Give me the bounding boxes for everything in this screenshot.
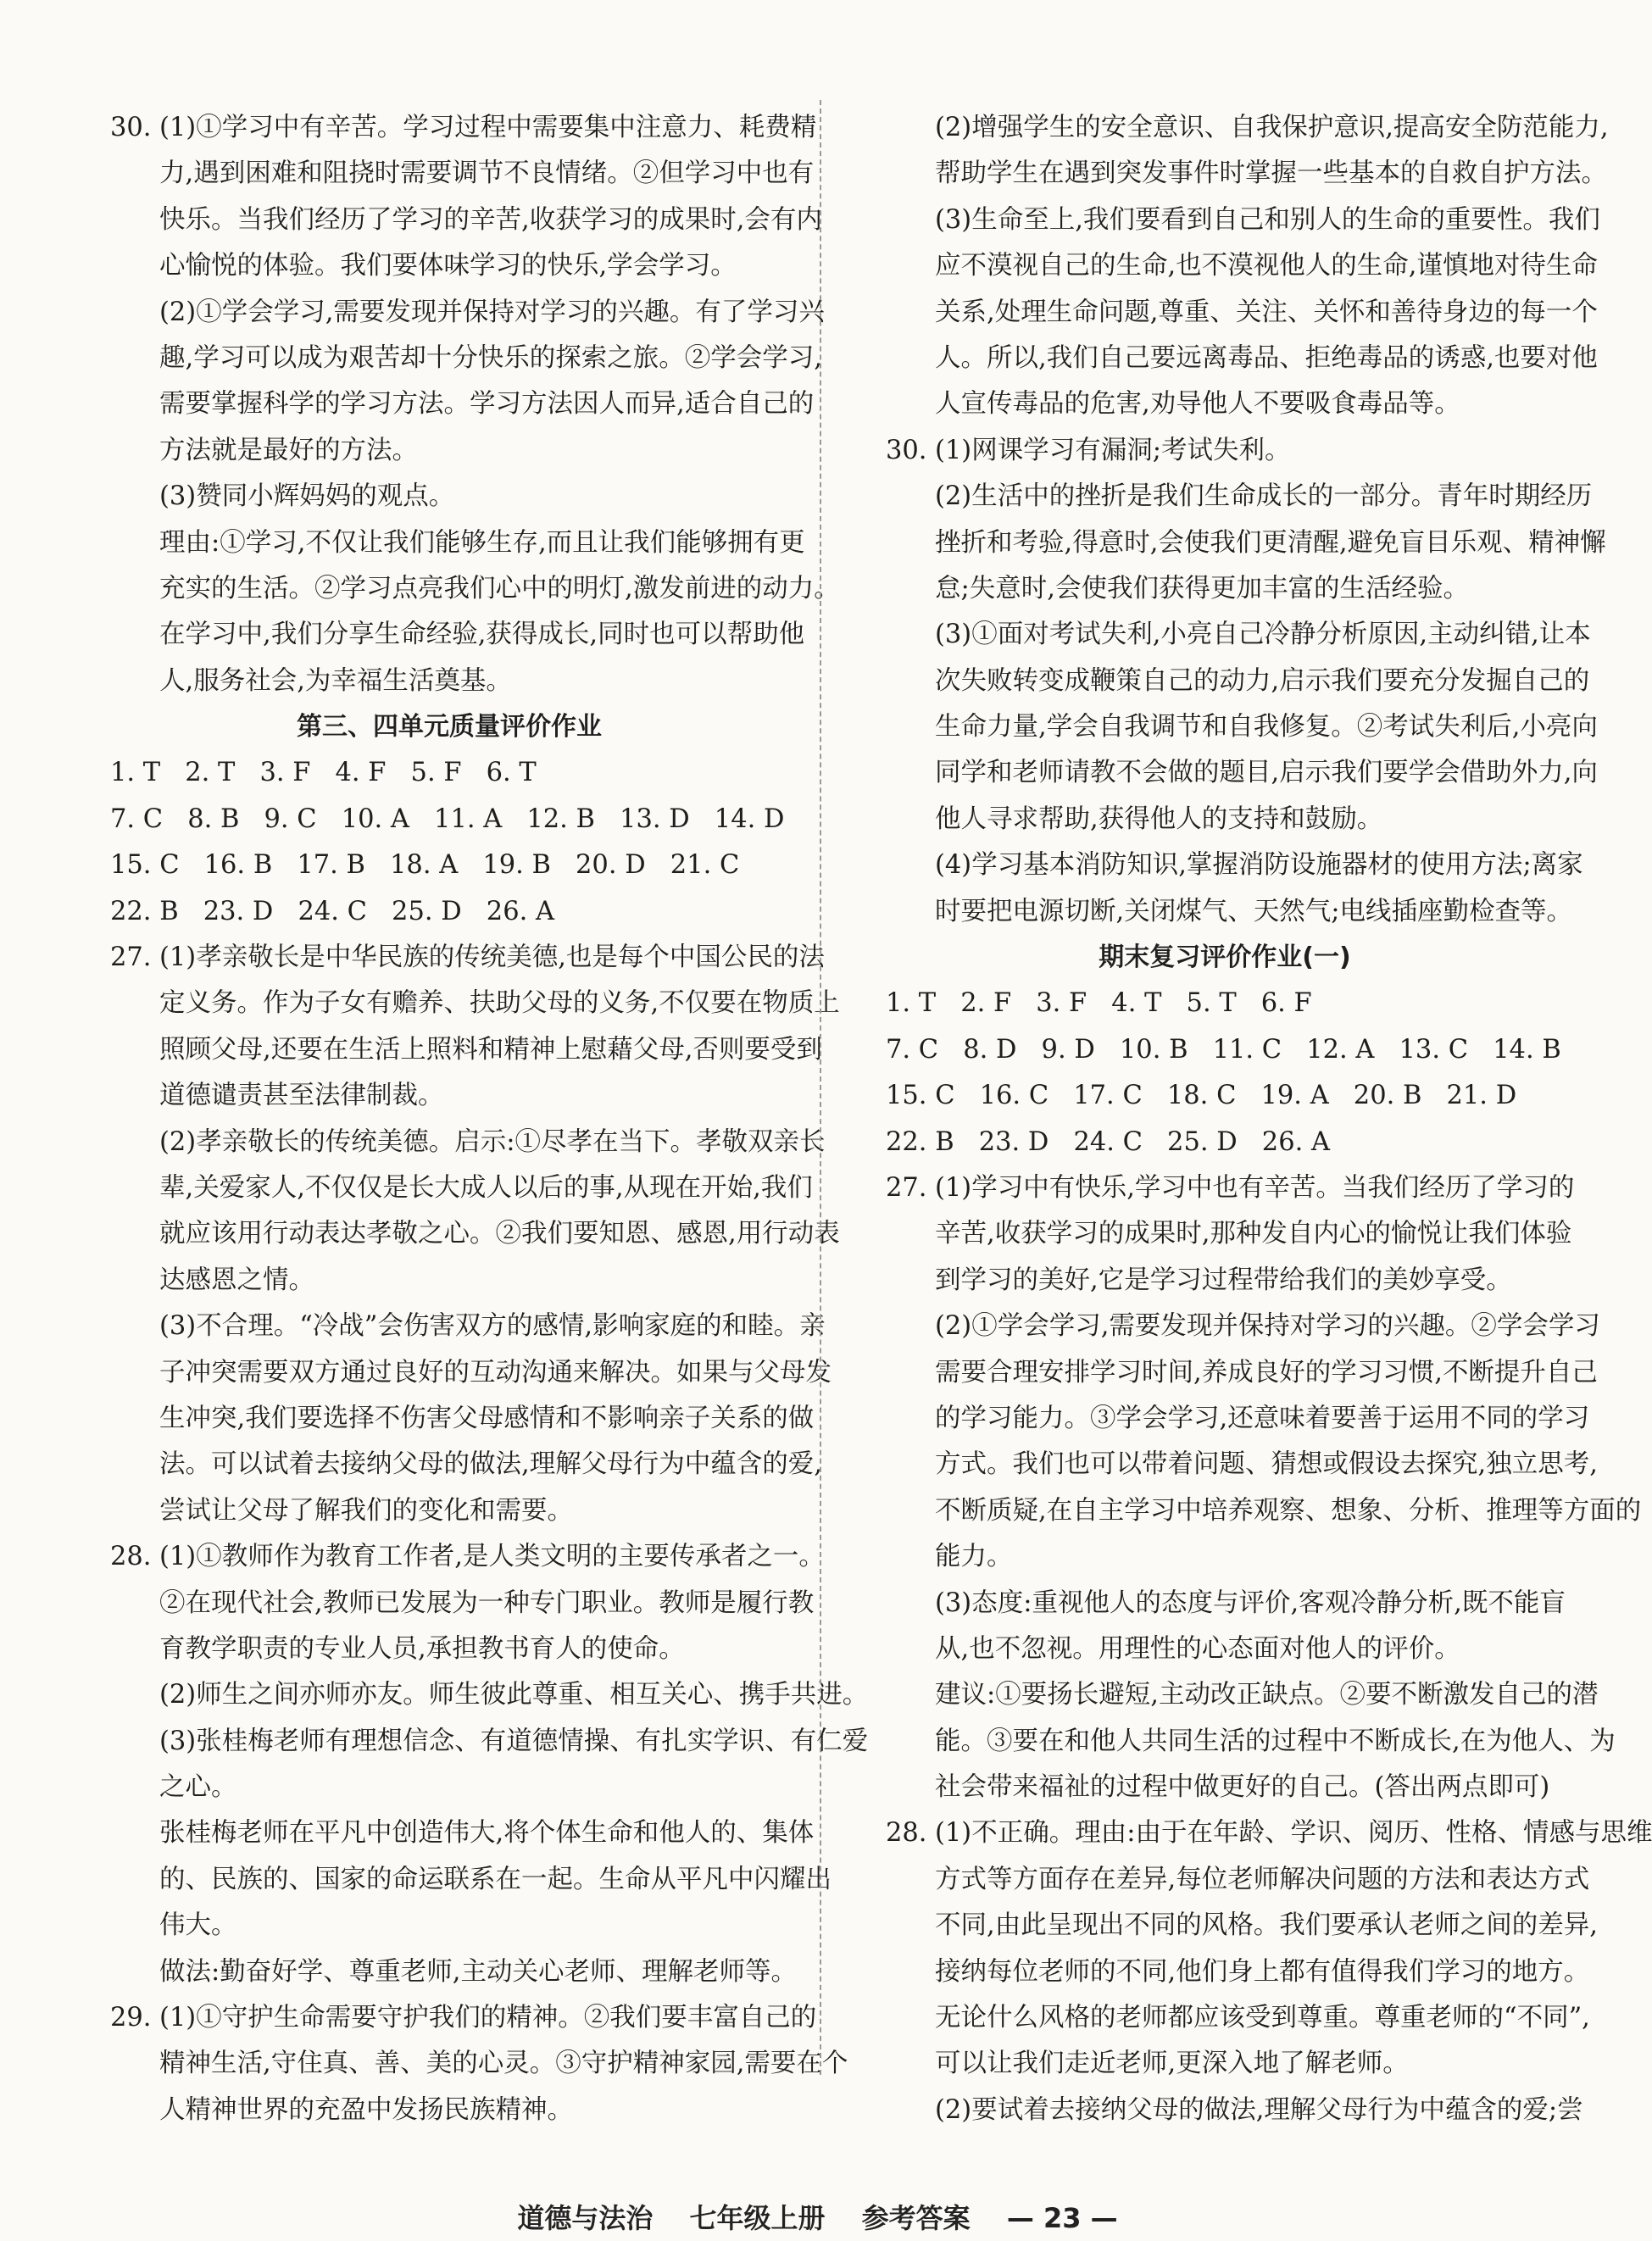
answer-line: 就应该用行动表达孝敬之心。②我们要知恩、感恩,用行动表 [159, 1219, 840, 1249]
answer-line: (2)生活中的挫折是我们生命成长的一部分。青年时期经历 [935, 481, 1593, 512]
answer-line: (3)①面对考试失利,小亮自己冷静分析原因,主动纠错,让本 [935, 620, 1591, 650]
answer-text: (1)不正确。理由:由于在年龄、学识、阅历、性格、情感与思维 [935, 1818, 1652, 1849]
footer-grade: 七年级上册 [689, 2202, 826, 2234]
answer-line: 需要掌握科学的学习方法。学习方法因人而异,适合自己的 [159, 389, 815, 420]
question-number: 30. [886, 435, 927, 465]
answer-line: 之心。 [159, 1772, 237, 1803]
answer-line: 关系,处理生命问题,尊重、关注、关怀和善待身边的每一个 [935, 297, 1598, 327]
answer-line: 辈,关爱家人,不仅仅是长大成人以后的事,从现在开始,我们 [159, 1172, 813, 1203]
answer-line: 挫折和考验,得意时,会使我们更清醒,避免盲目乐观、精神懈 [935, 527, 1606, 558]
answer-line: 应不漠视自己的生命,也不漠视他人的生命,谨慎地对待生命 [935, 251, 1598, 281]
answer-line: 的学习能力。③学会学习,还意味着要善于运用不同的学习 [935, 1403, 1590, 1433]
right-column [886, 105, 1652, 2133]
answer-text: (1)①守护生命需要守护我们的精神。②我们要丰富自己的 [159, 2003, 817, 2033]
answer-line: 趣,学习可以成为艰苦却十分快乐的探索之旅。②学会学习, [159, 342, 822, 373]
answer-line: 子冲突需要双方通过良好的互动沟通来解决。如果与父母发 [159, 1357, 832, 1387]
answer-line: 张桂梅老师在平凡中创造伟大,将个体生命和他人的、集体 [159, 1818, 815, 1849]
answer-line: 人,服务社会,为幸福生活奠基。 [159, 665, 512, 696]
choice-answers-line: 7. C 8. D 9. D 10. B 11. C 12. A 13. C 14. B [886, 1034, 1561, 1065]
answer-line: 社会带来福祉的过程中做更好的自己。(答出两点即可) [935, 1772, 1550, 1803]
answer-line: 方式等方面存在差异,每位老师解决问题的方法和表达方式 [935, 1864, 1590, 1894]
footer-section: 参考答案 [861, 2202, 971, 2234]
choice-answers-line: 22. B 23. D 24. C 25. D 26. A [110, 896, 555, 926]
answer-line: 充实的生活。②学习点亮我们心中的明灯,激发前进的动力。 [159, 573, 840, 603]
answer-line: 同学和老师请教不会做的题目,启示我们要学会借助外力,向 [935, 758, 1598, 788]
question-number: 27. [886, 1172, 927, 1203]
answer-line: 伟大。 [159, 1910, 237, 1941]
answer-line: 人。所以,我们自己要远离毒品、拒绝毒品的诱惑,也要对他 [935, 342, 1598, 373]
answer-line: 理由:①学习,不仅让我们能够生存,而且让我们能够拥有更 [159, 527, 805, 558]
answer-line: 道德谴责甚至法律制裁。 [159, 1081, 444, 1111]
question-line [110, 1534, 825, 1580]
question-line [886, 428, 1564, 474]
choice-answers-line: 1. T 2. F 3. F 4. T 5. T 6. F [886, 988, 1312, 1019]
footer-page-number: — 23 — [1006, 2202, 1118, 2234]
answer-line: 在学习中,我们分享生命经验,获得成长,同时也可以帮助他 [159, 620, 805, 650]
answer-line: (3)生命至上,我们要看到自己和别人的生命的重要性。我们 [935, 204, 1600, 235]
question-line [886, 1810, 1652, 1856]
answer-line: (2)要试着去接纳父母的做法,理解父母行为中蕴含的爱;尝 [935, 2094, 1583, 2125]
answer-line: 可以让我们走近老师,更深入地了解老师。 [935, 2049, 1409, 2079]
choice-answers-line: 1. T 2. T 3. F 4. F 5. F 6. T [110, 758, 537, 788]
choice-answers-line: 22. B 23. D 24. C 25. D 26. A [886, 1126, 1331, 1157]
answer-line: 需要合理安排学习时间,养成良好的学习习惯,不断提升自己 [935, 1357, 1598, 1387]
answer-line: 建议:①要扬长避短,主动改正缺点。②要不断激发自己的潜 [935, 1680, 1599, 1710]
section-heading: 第三、四单元质量评价作业 [297, 712, 602, 742]
answer-line: 到学习的美好,它是学习过程带给我们的美妙享受。 [935, 1265, 1512, 1295]
choice-answers-line: 15. C 16. B 17. B 18. A 19. B 20. D 21. C [110, 850, 740, 881]
answer-line: 力,遇到困难和阻挠时需要调节不良情绪。②但学习中也有 [159, 158, 815, 189]
page-footer [0, 2197, 1635, 2236]
answer-line: 生冲突,我们要选择不伤害父母感情和不影响亲子关系的做 [159, 1403, 815, 1433]
answer-line: 不同,由此呈现出不同的风格。我们要承认老师之间的差异, [935, 1910, 1598, 1941]
question-line [886, 1165, 1575, 1211]
question-number: 29. [110, 2003, 152, 2033]
answer-line: 不断质疑,在自主学习中培养观察、想象、分析、推理等方面的 [935, 1495, 1642, 1526]
answer-line: 怠;失意时,会使我们获得更加丰富的生活经验。 [935, 573, 1469, 603]
answer-text: (1)孝亲敬长是中华民族的传统美德,也是每个中国公民的法 [159, 943, 825, 973]
answer-text: (1)学习中有快乐,学习中也有辛苦。当我们经历了学习的 [935, 1172, 1575, 1203]
question-number: 27. [110, 943, 152, 973]
answer-line: 做法:勤奋好学、尊重老师,主动关心老师、理解老师等。 [159, 1956, 797, 1987]
question-number: 28. [110, 1542, 152, 1572]
answer-line: 精神生活,守住真、善、美的心灵。③守护精神家园,需要在个 [159, 2049, 848, 2079]
answer-line: 他人寻求帮助,获得他人的支持和鼓励。 [935, 804, 1383, 834]
answer-line: 生命力量,学会自我调节和自我修复。②考试失利后,小亮向 [935, 712, 1598, 742]
answer-line: 达感恩之情。 [159, 1265, 314, 1295]
answer-line: (3)态度:重视他人的态度与评价,客观冷静分析,既不能盲 [935, 1588, 1566, 1618]
answer-text: (1)网课学习有漏洞;考试失利。 [935, 435, 1291, 465]
footer-subject: 道德与法治 [517, 2202, 654, 2234]
question-line [110, 105, 817, 151]
answer-line: 方式。我们也可以带着问题、猜想或假设去探究,独立思考, [935, 1449, 1598, 1480]
answer-line: 接纳每位老师的不同,他们身上都有值得我们学习的地方。 [935, 1956, 1590, 1987]
answer-line: 时要把电源切断,关闭煤气、天然气;电线插座勤检查等。 [935, 896, 1572, 926]
question-number: 30. [110, 113, 152, 142]
column-divider [820, 100, 821, 2075]
choice-answers-line: 15. C 16. C 17. C 18. C 19. A 20. B 21. D [886, 1081, 1517, 1111]
answer-line: (2)增强学生的安全意识、自我保护意识,提高安全防范能力, [935, 113, 1609, 142]
answer-line: (3)不合理。“冷战”会伤害双方的感情,影响家庭的和睦。亲 [159, 1311, 826, 1342]
question-number: 28. [886, 1818, 927, 1849]
answer-line: 能力。 [935, 1542, 1013, 1572]
answer-text: (1)①学习中有辛苦。学习过程中需要集中注意力、耗费精 [159, 113, 817, 142]
answer-line: (3)赞同小辉妈妈的观点。 [159, 481, 455, 512]
answer-line: (2)①学会学习,需要发现并保持对学习的兴趣。②学会学习 [935, 1311, 1600, 1342]
answer-line: (4)学习基本消防知识,掌握消防设施器材的使用方法;离家 [935, 850, 1583, 881]
answer-line: 辛苦,收获学习的成果时,那种发自内心的愉悦让我们体验 [935, 1219, 1572, 1249]
answer-line: 人精神世界的充盈中发扬民族精神。 [159, 2094, 573, 2125]
answer-line: 次失败转变成鞭策自己的动力,启示我们要充分发掘自己的 [935, 665, 1590, 696]
answer-line: 快乐。当我们经历了学习的辛苦,收获学习的成果时,会有内 [159, 204, 822, 235]
answer-line: 方法就是最好的方法。 [159, 435, 418, 465]
answer-line: ②在现代社会,教师已发展为一种专门职业。教师是履行教 [159, 1588, 815, 1618]
answer-line: (2)①学会学习,需要发现并保持对学习的兴趣。有了学习兴 [159, 297, 825, 327]
answer-line: 从,也不忽视。用理性的心态面对他人的评价。 [935, 1633, 1460, 1664]
answer-line: 照顾父母,还要在生活上照料和精神上慰藉父母,否则要受到 [159, 1034, 822, 1065]
answer-line: 定义务。作为子女有赡养、扶助父母的义务,不仅要在物质上 [159, 988, 840, 1019]
answer-line: 法。可以试着去接纳父母的做法,理解父母行为中蕴含的爱, [159, 1449, 822, 1480]
choice-answers-line: 7. C 8. B 9. C 10. A 11. A 12. B 13. D 14. D [110, 804, 785, 834]
answer-text: (1)①教师作为教育工作者,是人类文明的主要传承者之一。 [159, 1542, 825, 1572]
question-line [110, 1995, 817, 2041]
answer-line: 的、民族的、国家的命运联系在一起。生命从平凡中闪耀出 [159, 1864, 832, 1894]
section-heading: 期末复习评价作业(一) [1099, 943, 1351, 973]
answer-line: (2)孝亲敬长的传统美德。启示:①尽孝在当下。孝敬双亲长 [159, 1126, 826, 1157]
answer-line: 能。③要在和他人共同生活的过程中不断成长,在为他人、为 [935, 1726, 1616, 1756]
answer-line: 帮助学生在遇到突发事件时掌握一些基本的自救自护方法。 [935, 158, 1607, 189]
answer-line: 尝试让父母了解我们的变化和需要。 [159, 1495, 573, 1526]
left-column [110, 105, 869, 2133]
answer-line: 无论什么风格的老师都应该受到尊重。尊重老师的“不同”, [935, 2003, 1590, 2033]
answer-line: (3)张桂梅老师有理想信念、有道德情操、有扎实学识、有仁爱 [159, 1726, 869, 1756]
answer-line: 育教学职责的专业人员,承担教书育人的使命。 [159, 1633, 685, 1664]
answer-line: 人宣传毒品的危害,劝导他人不要吸食毒品等。 [935, 389, 1460, 420]
question-line [110, 935, 825, 981]
answer-line: 心愉悦的体验。我们要体味学习的快乐,学会学习。 [159, 251, 737, 281]
answer-line: (2)师生之间亦师亦友。师生彼此尊重、相互关心、携手共进。 [159, 1680, 869, 1710]
